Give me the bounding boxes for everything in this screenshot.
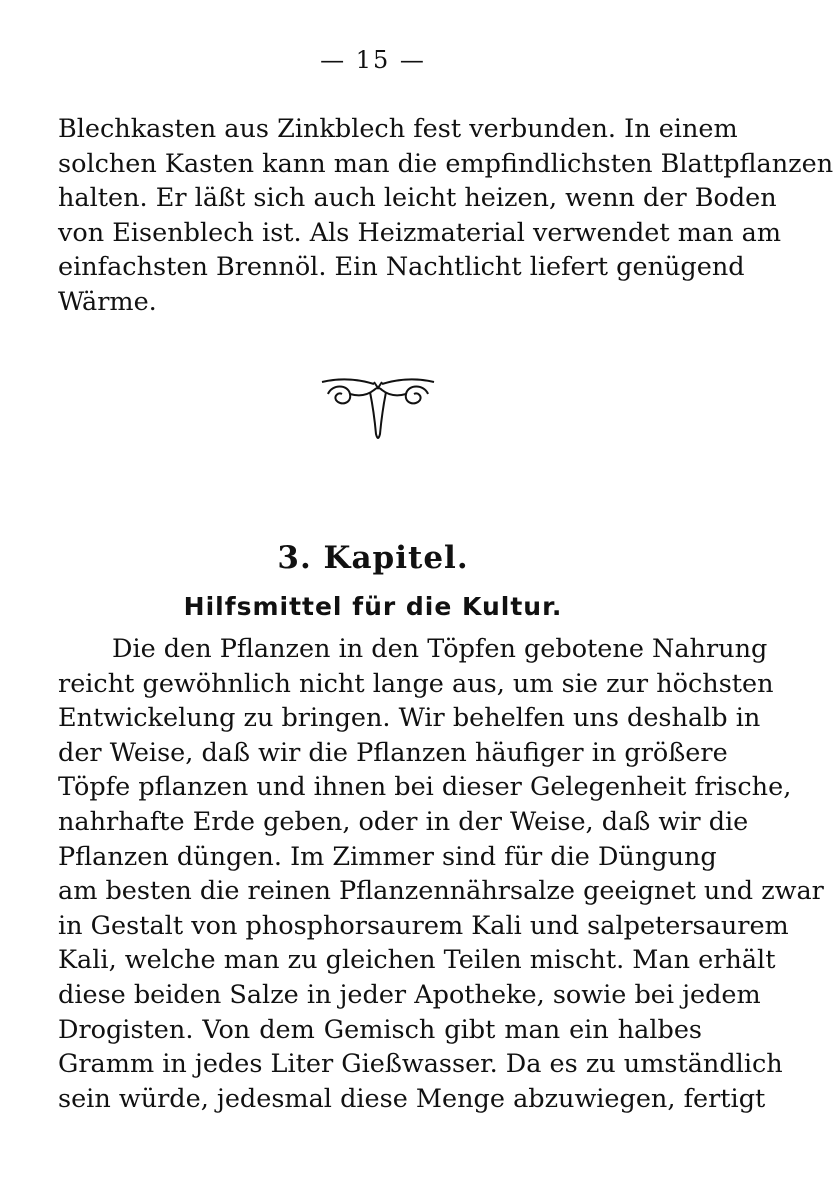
text-line: Pflanzen düngen. Im Zimmer sind für die Düngung (58, 841, 717, 872)
text-line: von Eisenblech ist. Als Heizmaterial verwendet man am (58, 217, 782, 248)
paragraph-continued (58, 112, 833, 320)
text-line: Wärme. (58, 286, 157, 317)
page-number: — 15 — (320, 46, 426, 74)
text-line: reicht gewöhnlich nicht lange aus, um sie zur höchsten (58, 668, 774, 699)
text-line: Drogisten. Von dem Gemisch gibt man ein halbes (58, 1014, 702, 1045)
text-line: Kali, welche man zu gleichen Teilen mischt. Man erhält (58, 945, 776, 976)
text-line: sein würde, jedesmal diese Menge abzuwiegen, fertigt (58, 1083, 766, 1114)
text-line: der Weise, daß wir die Pflanzen häufiger in größere (58, 737, 728, 768)
text-line: Blechkasten aus Zinkblech fest verbunden. In einem (58, 114, 738, 144)
paragraph-main (58, 632, 824, 1116)
chapter-heading: 3. Kapitel. (277, 540, 469, 576)
decorative-vignette-icon (318, 372, 438, 444)
text-line: halten. Er läßt sich auch leicht heizen, wenn der Boden (58, 183, 777, 214)
text-line: solchen Kasten kann man die empfindlichsten Blattpflanzen (58, 148, 833, 179)
text-line: Entwickelung zu bringen. Wir behelfen uns deshalb in (58, 703, 761, 734)
text-line: diese beiden Salze in jeder Apotheke, sowie bei jedem (58, 979, 761, 1010)
text-line: nahrhafte Erde geben, oder in der Weise, daß wir die (58, 806, 749, 837)
text-line: in Gestalt von phosphorsaurem Kali und salpetersaurem (58, 910, 789, 941)
text-line: Gramm in jedes Liter Gießwasser. Da es zu umständlich (58, 1049, 783, 1080)
text-line: Töpfe pflanzen und ihnen bei dieser Gelegenheit frische, (58, 772, 792, 803)
section-heading: Hilfsmittel für die Kultur. (183, 592, 563, 621)
text-line: einfachsten Brennöl. Ein Nachtlicht liefert genügend (58, 252, 745, 283)
text-line: am besten die reinen Pflanzennährsalze geeignet und zwar (58, 876, 824, 907)
text-line: Die den Pflanzen in den Töpfen gebotene Nahrung (112, 634, 768, 664)
